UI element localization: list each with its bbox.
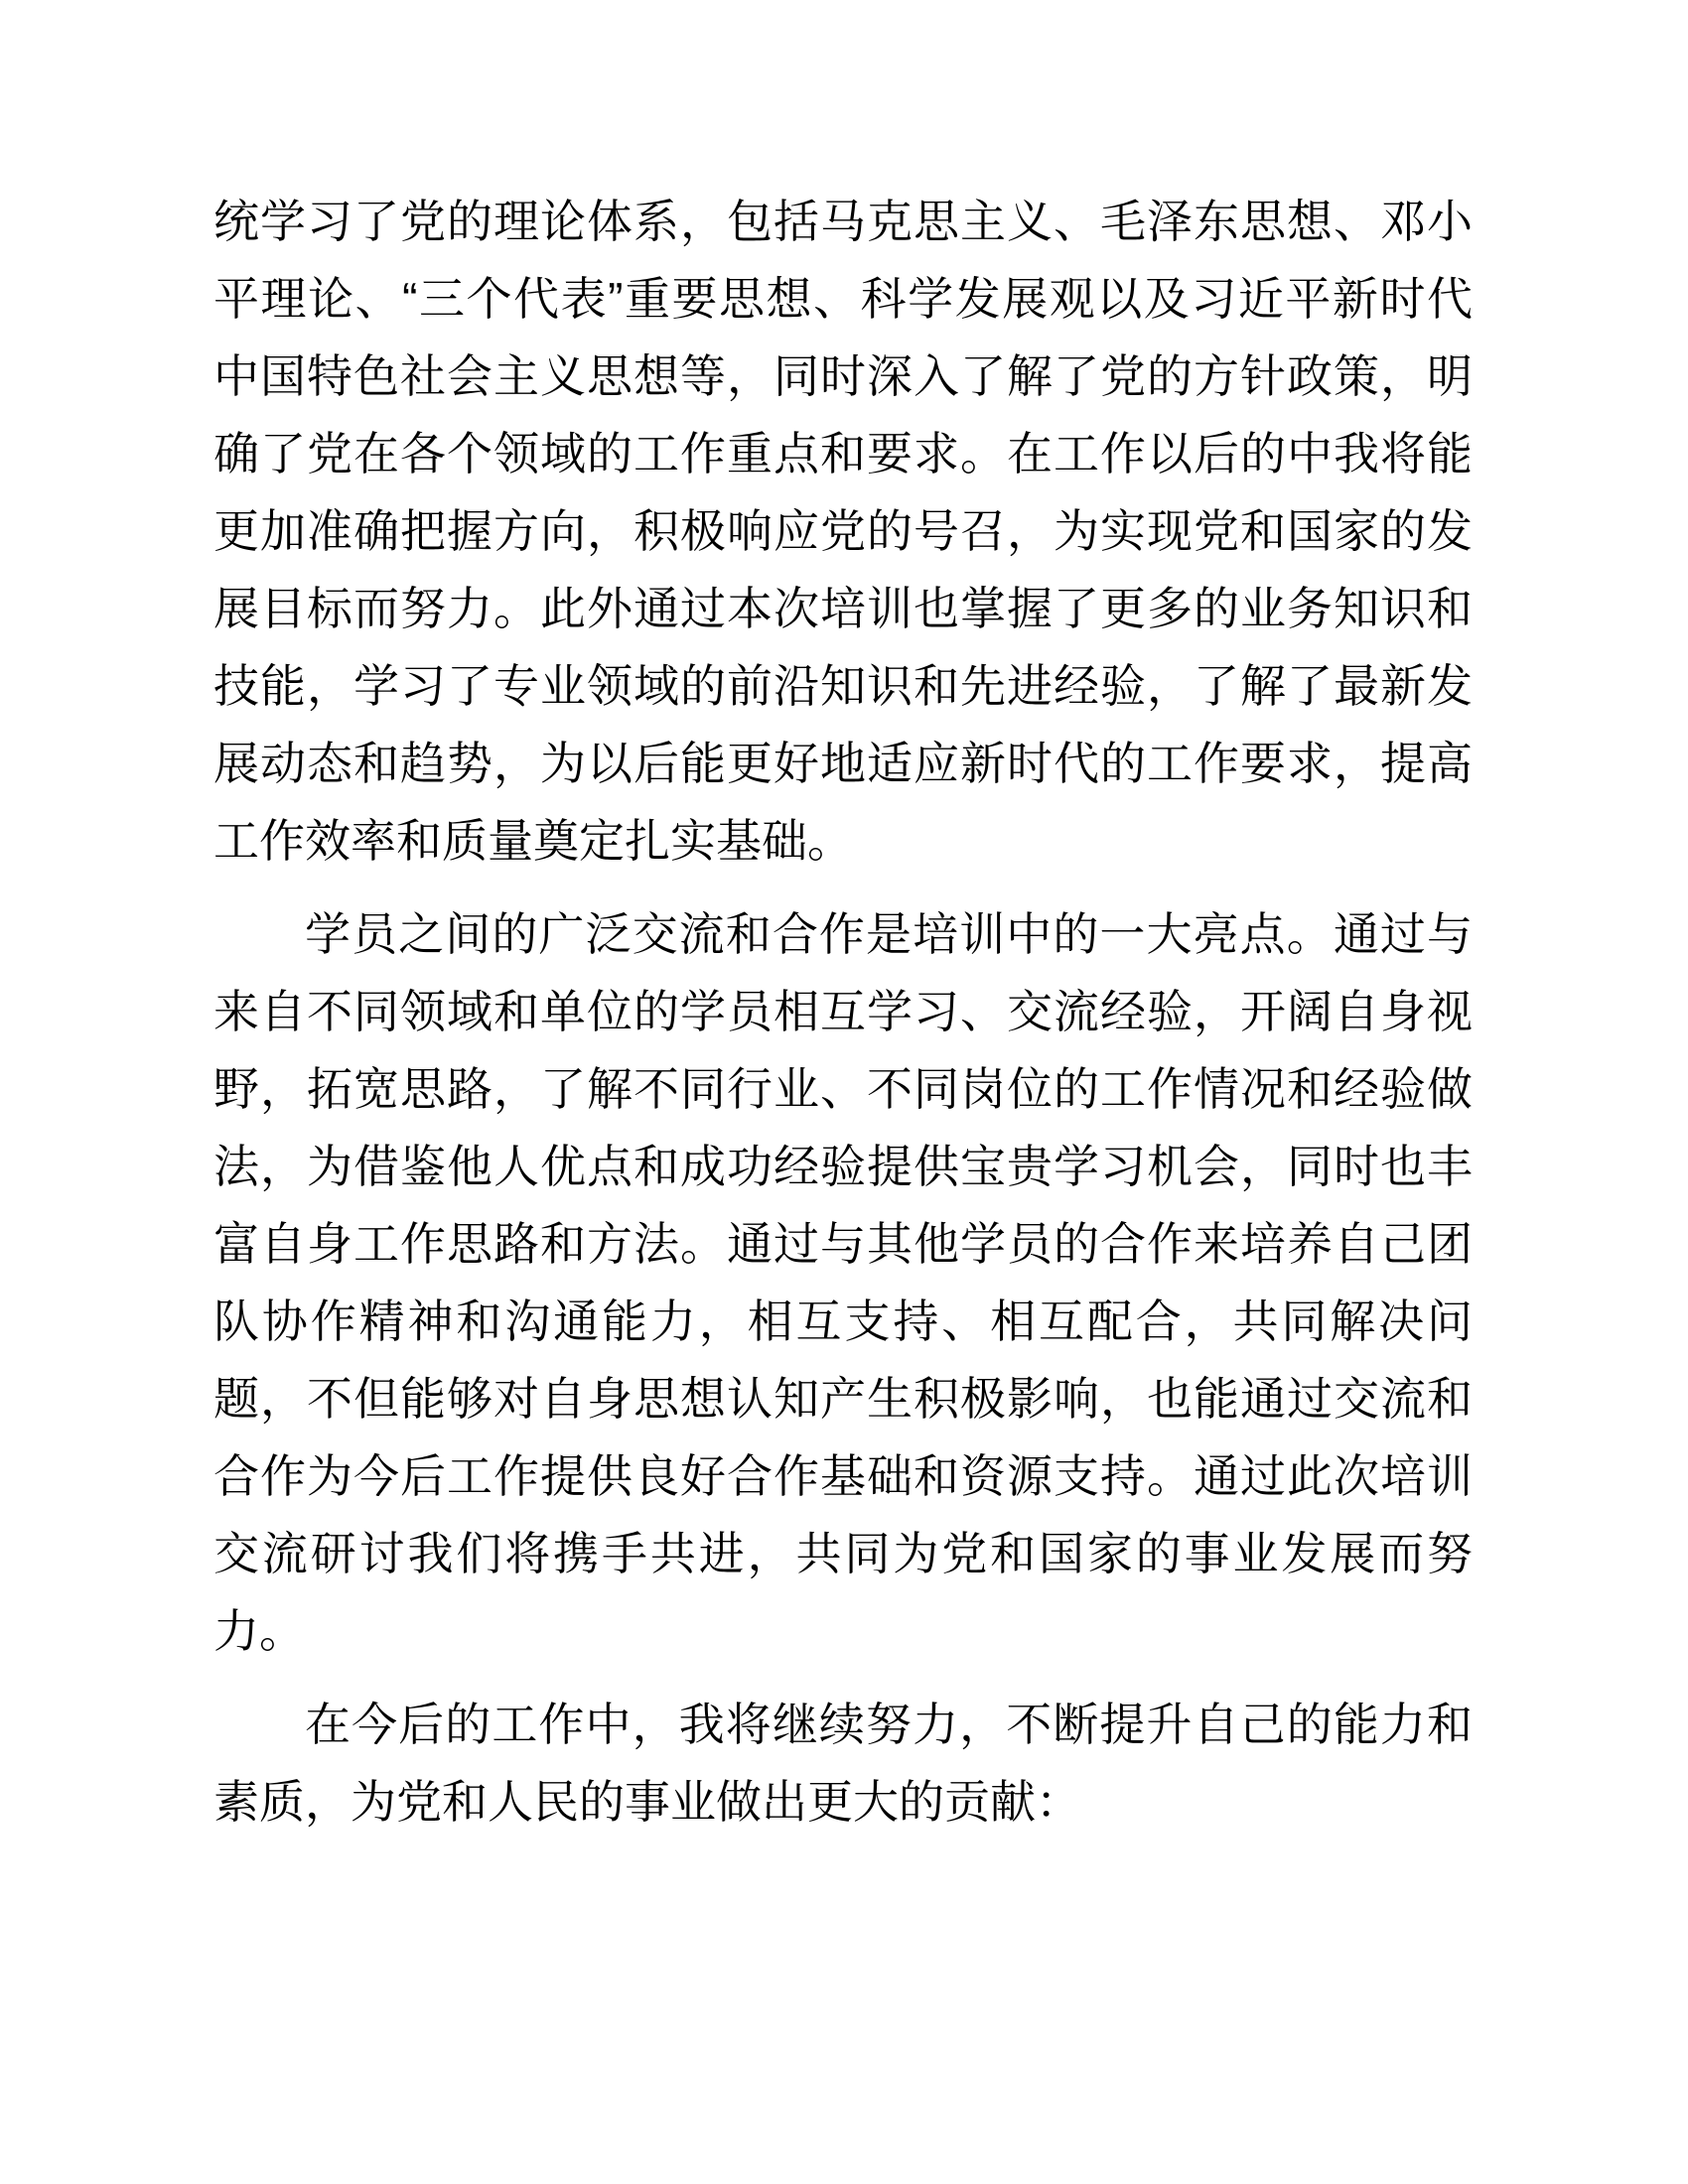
paragraph-2: 学员之间的广泛交流和合作是培训中的一大亮点。通过与来自不同领域和单位的学员相互学习、交流经验，开阔自身视野，拓宽思路，了解不同行业、不同岗位的工作情况和经验做法，为借鉴他人优点和成功经验提供宝贵学习机会，同时也丰富自身工作思路和方法。通过与其他学员的合作来培养自己团队协作精神和沟通能力，相互支持、相互配合，共同解决问题，不但能够对自身思想认知产生积极影响，也能通过交流和合作为今后工作提供良好合作基础和资源支持。通过此次培训交流研讨我们将携手共进，共同为党和国家的事业发展而努力。 bbox=[213, 908, 1473, 1657]
document-text-block bbox=[213, 183, 1473, 1841]
paragraph-1: 统学习了党的理论体系，包括马克思主义、毛泽东思想、邓小平理论、“三个代表”重要思想、科学发展观以及习近平新时代中国特色社会主义思想等，同时深入了解了党的方针政策，明确了党在各个领域的工作重点和要求。在工作以后的中我将能更加准确把握方向，积极响应党的号召，为实现党和国家的发展目标而努力。此外通过本次培训也掌握了更多的业务知识和技能，学习了专业领域的前沿知识和先进经验，了解了最新发展动态和趋势，为以后能更好地适应新时代的工作要求，提高工作效率和质量奠定扎实基础。 bbox=[213, 196, 1473, 867]
paragraph-3: 在今后的工作中，我将继续努力，不断提升自己的能力和素质，为党和人民的事业做出更大的贡献： bbox=[213, 1699, 1473, 1828]
